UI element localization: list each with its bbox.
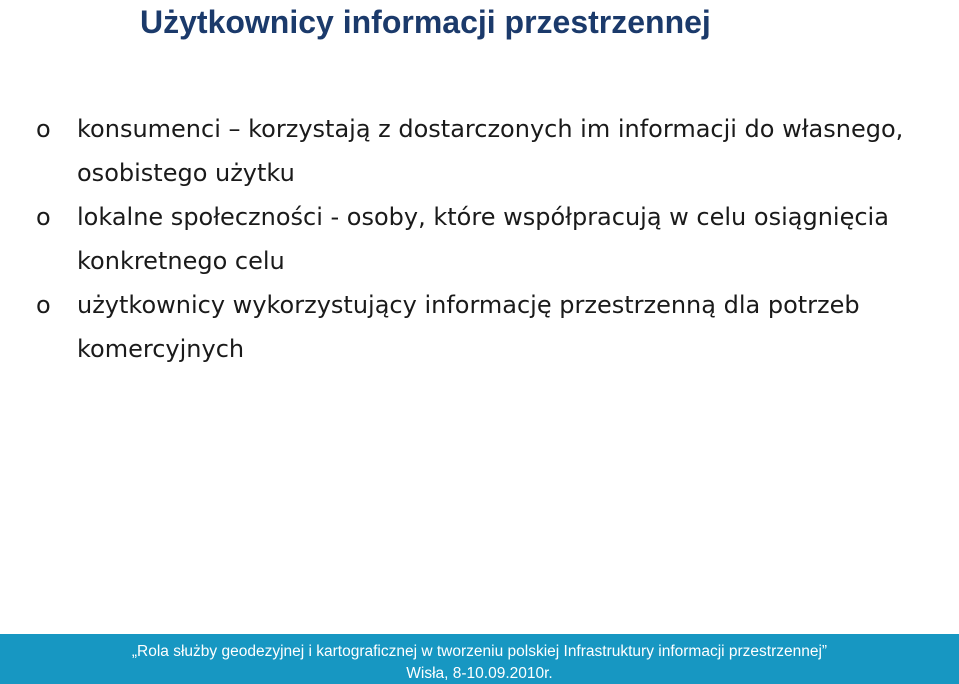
bullet-item-local-communities: [36, 195, 916, 283]
bullet-item-consumers: [36, 107, 916, 195]
bullet-list: [36, 107, 916, 371]
bullet-item-commercial-users: [36, 283, 916, 371]
footer-conference-title: „Rola służby geodezyjnej i kartograficznej w tworzeniu polskiej Infrastruktury informacji przestrzennej”: [131, 643, 828, 660]
bullet-text: użytkownicy wykorzystujący informację przestrzenną dla potrzeb komercyjnych: [77, 291, 860, 363]
bullet-text: konsumenci – korzystają z dostarczonych im informacji do własnego, osobistego użytku: [77, 115, 904, 187]
bullet-marker: o: [36, 291, 51, 319]
bullet-marker: o: [36, 203, 51, 231]
footer-place-date: Wisła, 8-10.09.2010r.: [406, 665, 553, 682]
slide-title: Użytkownicy informacji przestrzennej: [140, 4, 711, 40]
footer-bar: [0, 634, 959, 684]
bullet-marker: o: [36, 115, 51, 143]
bullet-text: lokalne społeczności - osoby, które współpracują w celu osiągnięcia konkretnego celu: [77, 203, 889, 275]
